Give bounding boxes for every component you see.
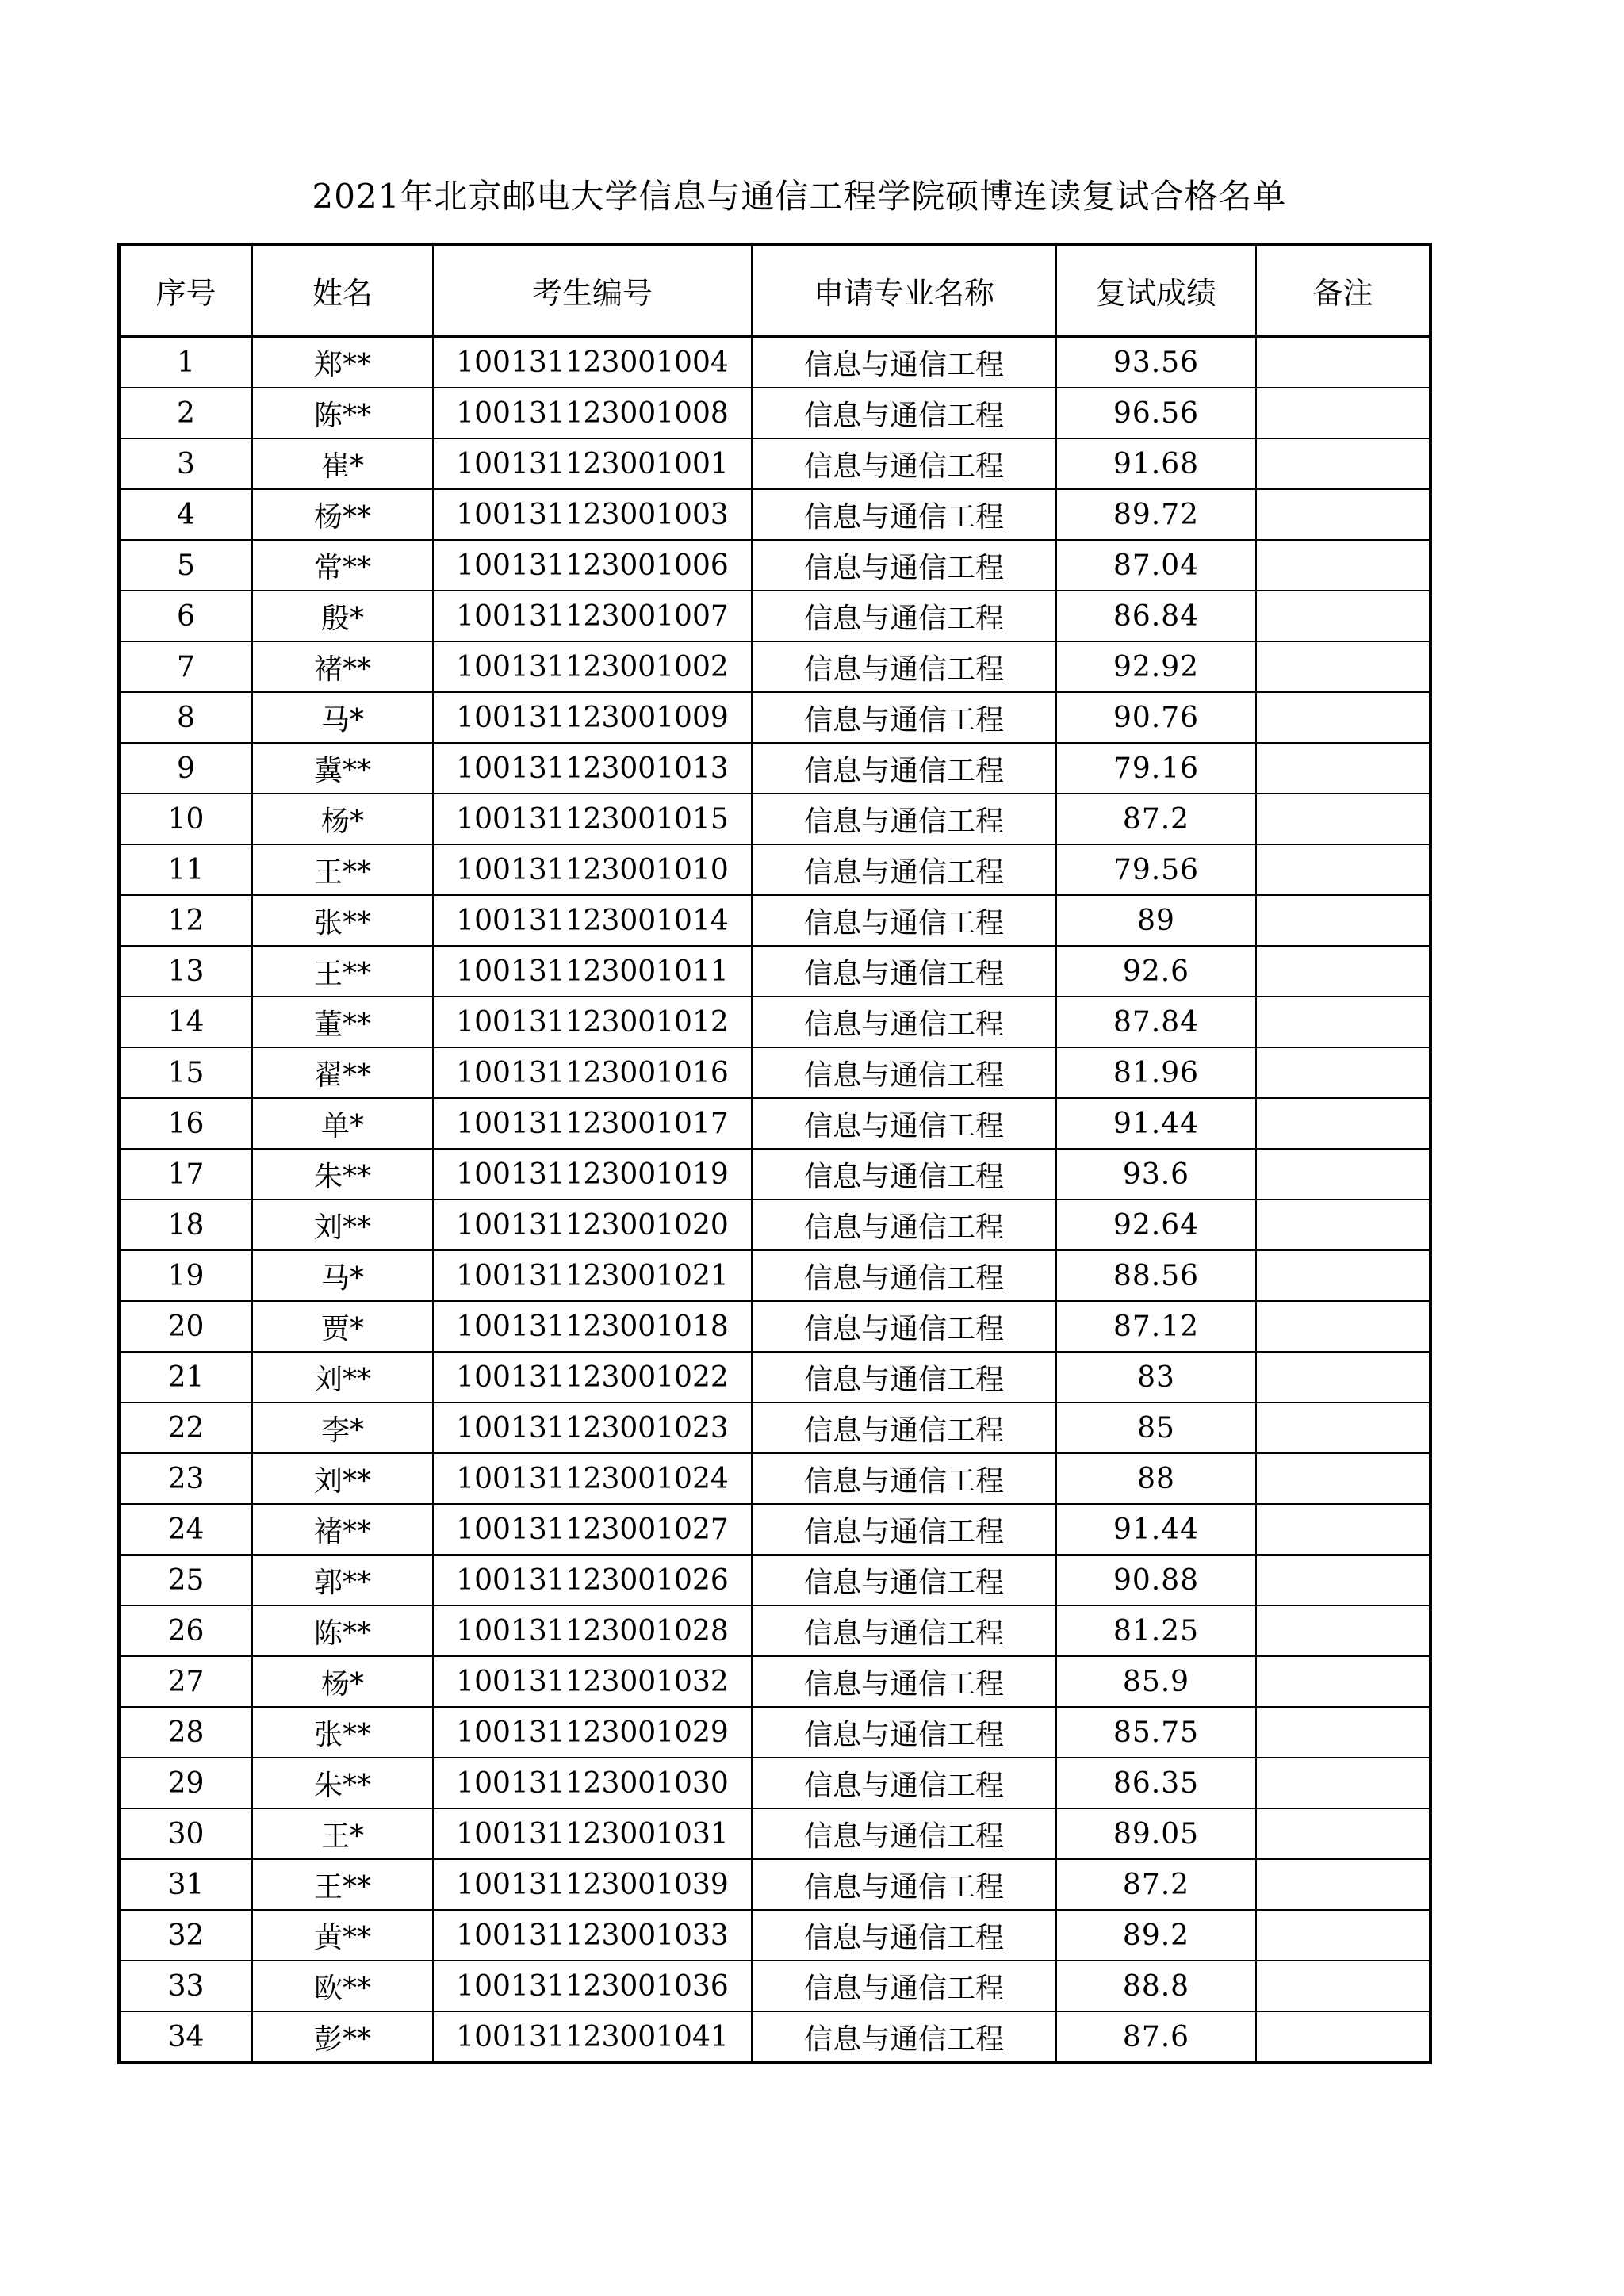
cell-score: 88.56 (1056, 1250, 1256, 1301)
cell-major: 信息与通信工程 (752, 895, 1056, 946)
cell-score: 85.9 (1056, 1656, 1256, 1707)
table-row (119, 1402, 1431, 1453)
cell-major: 信息与通信工程 (752, 1758, 1056, 1808)
cell-candidate-id: 100131123001009 (433, 692, 752, 743)
cell-remark (1256, 895, 1431, 946)
cell-major: 信息与通信工程 (752, 1453, 1056, 1504)
table-row (119, 1453, 1431, 1504)
column-header-score: 复试成绩 (1056, 244, 1256, 336)
cell-remark (1256, 794, 1431, 844)
table-row (119, 1200, 1431, 1250)
cell-major: 信息与通信工程 (752, 1859, 1056, 1910)
cell-score: 85 (1056, 1402, 1256, 1453)
table-row (119, 1656, 1431, 1707)
cell-major: 信息与通信工程 (752, 1301, 1056, 1352)
table-row (119, 540, 1431, 591)
table-row (119, 1352, 1431, 1402)
cell-name: 王* (252, 1808, 433, 1859)
cell-major: 信息与通信工程 (752, 1707, 1056, 1758)
cell-index: 19 (119, 1250, 252, 1301)
cell-remark (1256, 1453, 1431, 1504)
table-row (119, 336, 1431, 388)
cell-score: 89.2 (1056, 1910, 1256, 1961)
cell-remark (1256, 1402, 1431, 1453)
cell-score: 91.68 (1056, 438, 1256, 489)
cell-remark (1256, 844, 1431, 895)
cell-score: 87.04 (1056, 540, 1256, 591)
cell-candidate-id: 100131123001015 (433, 794, 752, 844)
cell-index: 33 (119, 1961, 252, 2011)
cell-candidate-id: 100131123001028 (433, 1605, 752, 1656)
cell-remark (1256, 1707, 1431, 1758)
cell-name: 冀** (252, 743, 433, 794)
cell-score: 92.64 (1056, 1200, 1256, 1250)
table-row (119, 1808, 1431, 1859)
cell-remark (1256, 438, 1431, 489)
cell-score: 89.05 (1056, 1808, 1256, 1859)
table-row (119, 1504, 1431, 1555)
cell-remark (1256, 1301, 1431, 1352)
cell-candidate-id: 100131123001031 (433, 1808, 752, 1859)
cell-index: 20 (119, 1301, 252, 1352)
table-row (119, 591, 1431, 641)
cell-score: 86.84 (1056, 591, 1256, 641)
cell-name: 殷* (252, 591, 433, 641)
cell-major: 信息与通信工程 (752, 591, 1056, 641)
cell-remark (1256, 997, 1431, 1047)
cell-index: 14 (119, 997, 252, 1047)
cell-major: 信息与通信工程 (752, 388, 1056, 438)
cell-candidate-id: 100131123001030 (433, 1758, 752, 1808)
admission-list-table (117, 243, 1432, 2064)
cell-score: 90.88 (1056, 1555, 1256, 1605)
cell-name: 彭** (252, 2011, 433, 2063)
cell-remark (1256, 489, 1431, 540)
cell-name: 翟** (252, 1047, 433, 1098)
cell-remark (1256, 1808, 1431, 1859)
cell-score: 88.8 (1056, 1961, 1256, 2011)
table-row (119, 1149, 1431, 1200)
cell-index: 16 (119, 1098, 252, 1149)
cell-score: 81.96 (1056, 1047, 1256, 1098)
cell-remark (1256, 1605, 1431, 1656)
cell-candidate-id: 100131123001003 (433, 489, 752, 540)
cell-score: 96.56 (1056, 388, 1256, 438)
cell-candidate-id: 100131123001024 (433, 1453, 752, 1504)
cell-index: 4 (119, 489, 252, 540)
cell-major: 信息与通信工程 (752, 1402, 1056, 1453)
cell-name: 褚** (252, 1504, 433, 1555)
cell-candidate-id: 100131123001006 (433, 540, 752, 591)
cell-index: 9 (119, 743, 252, 794)
cell-name: 郑** (252, 336, 433, 388)
cell-name: 杨* (252, 794, 433, 844)
cell-remark (1256, 2011, 1431, 2063)
cell-score: 87.12 (1056, 1301, 1256, 1352)
table-row (119, 1758, 1431, 1808)
cell-score: 92.92 (1056, 641, 1256, 692)
cell-index: 2 (119, 388, 252, 438)
cell-index: 12 (119, 895, 252, 946)
cell-major: 信息与通信工程 (752, 1656, 1056, 1707)
cell-major: 信息与通信工程 (752, 489, 1056, 540)
cell-candidate-id: 100131123001041 (433, 2011, 752, 2063)
cell-major: 信息与通信工程 (752, 2011, 1056, 2063)
cell-major: 信息与通信工程 (752, 1250, 1056, 1301)
table-row (119, 1555, 1431, 1605)
cell-major: 信息与通信工程 (752, 946, 1056, 997)
cell-index: 3 (119, 438, 252, 489)
table-row (119, 2011, 1431, 2063)
cell-remark (1256, 641, 1431, 692)
cell-index: 27 (119, 1656, 252, 1707)
cell-index: 26 (119, 1605, 252, 1656)
cell-score: 90.76 (1056, 692, 1256, 743)
cell-candidate-id: 100131123001020 (433, 1200, 752, 1250)
cell-score: 93.6 (1056, 1149, 1256, 1200)
cell-candidate-id: 100131123001039 (433, 1859, 752, 1910)
cell-major: 信息与通信工程 (752, 540, 1056, 591)
cell-major: 信息与通信工程 (752, 641, 1056, 692)
cell-major: 信息与通信工程 (752, 1149, 1056, 1200)
table-row (119, 794, 1431, 844)
cell-major: 信息与通信工程 (752, 438, 1056, 489)
cell-score: 89.72 (1056, 489, 1256, 540)
cell-candidate-id: 100131123001016 (433, 1047, 752, 1098)
cell-name: 欧** (252, 1961, 433, 2011)
cell-index: 25 (119, 1555, 252, 1605)
cell-candidate-id: 100131123001019 (433, 1149, 752, 1200)
table-row (119, 895, 1431, 946)
cell-remark (1256, 1504, 1431, 1555)
table-row (119, 388, 1431, 438)
cell-index: 23 (119, 1453, 252, 1504)
cell-score: 87.2 (1056, 1859, 1256, 1910)
cell-index: 29 (119, 1758, 252, 1808)
column-header-major: 申请专业名称 (752, 244, 1056, 336)
cell-score: 81.25 (1056, 1605, 1256, 1656)
cell-major: 信息与通信工程 (752, 1200, 1056, 1250)
cell-index: 34 (119, 2011, 252, 2063)
cell-remark (1256, 1098, 1431, 1149)
table-row (119, 489, 1431, 540)
cell-score: 91.44 (1056, 1504, 1256, 1555)
cell-score: 87.84 (1056, 997, 1256, 1047)
cell-score: 87.6 (1056, 2011, 1256, 2063)
cell-remark (1256, 1200, 1431, 1250)
cell-remark (1256, 743, 1431, 794)
cell-name: 董** (252, 997, 433, 1047)
cell-name: 张** (252, 1707, 433, 1758)
cell-name: 朱** (252, 1149, 433, 1200)
cell-candidate-id: 100131123001033 (433, 1910, 752, 1961)
cell-name: 王** (252, 1859, 433, 1910)
table-row (119, 844, 1431, 895)
cell-remark (1256, 1047, 1431, 1098)
cell-candidate-id: 100131123001021 (433, 1250, 752, 1301)
table-row (119, 1707, 1431, 1758)
cell-name: 朱** (252, 1758, 433, 1808)
cell-remark (1256, 1758, 1431, 1808)
column-header-index: 序号 (119, 244, 252, 336)
cell-candidate-id: 100131123001007 (433, 591, 752, 641)
cell-name: 杨** (252, 489, 433, 540)
cell-index: 7 (119, 641, 252, 692)
cell-remark (1256, 1910, 1431, 1961)
cell-name: 常** (252, 540, 433, 591)
cell-major: 信息与通信工程 (752, 1047, 1056, 1098)
cell-candidate-id: 100131123001027 (433, 1504, 752, 1555)
cell-remark (1256, 336, 1431, 388)
cell-major: 信息与通信工程 (752, 1910, 1056, 1961)
cell-score: 89 (1056, 895, 1256, 946)
cell-name: 贾* (252, 1301, 433, 1352)
cell-major: 信息与通信工程 (752, 336, 1056, 388)
column-header-remark: 备注 (1256, 244, 1431, 336)
cell-remark (1256, 1250, 1431, 1301)
cell-index: 8 (119, 692, 252, 743)
cell-index: 30 (119, 1808, 252, 1859)
table-row (119, 438, 1431, 489)
cell-remark (1256, 1656, 1431, 1707)
cell-index: 18 (119, 1200, 252, 1250)
cell-name: 张** (252, 895, 433, 946)
cell-index: 22 (119, 1402, 252, 1453)
cell-major: 信息与通信工程 (752, 844, 1056, 895)
cell-index: 1 (119, 336, 252, 388)
table-row (119, 641, 1431, 692)
cell-name: 刘** (252, 1453, 433, 1504)
cell-major: 信息与通信工程 (752, 692, 1056, 743)
table-row (119, 1605, 1431, 1656)
cell-score: 83 (1056, 1352, 1256, 1402)
cell-name: 陈** (252, 1605, 433, 1656)
table-row (119, 1250, 1431, 1301)
cell-remark (1256, 388, 1431, 438)
cell-remark (1256, 591, 1431, 641)
cell-major: 信息与通信工程 (752, 1352, 1056, 1402)
table-row (119, 692, 1431, 743)
table-row (119, 1047, 1431, 1098)
cell-name: 刘** (252, 1200, 433, 1250)
cell-index: 15 (119, 1047, 252, 1098)
table-header-row (119, 244, 1431, 336)
cell-score: 87.2 (1056, 794, 1256, 844)
cell-name: 马* (252, 692, 433, 743)
cell-name: 崔* (252, 438, 433, 489)
cell-candidate-id: 100131123001010 (433, 844, 752, 895)
table-row (119, 1098, 1431, 1149)
cell-candidate-id: 100131123001001 (433, 438, 752, 489)
cell-name: 陈** (252, 388, 433, 438)
cell-remark (1256, 1961, 1431, 2011)
cell-candidate-id: 100131123001032 (433, 1656, 752, 1707)
table-body (119, 336, 1431, 2063)
cell-index: 11 (119, 844, 252, 895)
cell-candidate-id: 100131123001013 (433, 743, 752, 794)
cell-major: 信息与通信工程 (752, 1098, 1056, 1149)
cell-index: 17 (119, 1149, 252, 1200)
cell-candidate-id: 100131123001018 (433, 1301, 752, 1352)
cell-candidate-id: 100131123001011 (433, 946, 752, 997)
cell-candidate-id: 100131123001036 (433, 1961, 752, 2011)
cell-index: 5 (119, 540, 252, 591)
cell-index: 31 (119, 1859, 252, 1910)
cell-index: 13 (119, 946, 252, 997)
cell-score: 79.16 (1056, 743, 1256, 794)
table-row (119, 997, 1431, 1047)
cell-score: 79.56 (1056, 844, 1256, 895)
cell-candidate-id: 100131123001022 (433, 1352, 752, 1402)
cell-name: 李* (252, 1402, 433, 1453)
cell-score: 92.6 (1056, 946, 1256, 997)
cell-index: 21 (119, 1352, 252, 1402)
cell-name: 郭** (252, 1555, 433, 1605)
table-row (119, 743, 1431, 794)
cell-candidate-id: 100131123001017 (433, 1098, 752, 1149)
column-header-name: 姓名 (252, 244, 433, 336)
cell-index: 6 (119, 591, 252, 641)
cell-name: 黄** (252, 1910, 433, 1961)
cell-candidate-id: 100131123001026 (433, 1555, 752, 1605)
cell-remark (1256, 946, 1431, 997)
cell-name: 刘** (252, 1352, 433, 1402)
cell-remark (1256, 1555, 1431, 1605)
cell-index: 24 (119, 1504, 252, 1555)
cell-remark (1256, 692, 1431, 743)
cell-candidate-id: 100131123001029 (433, 1707, 752, 1758)
cell-major: 信息与通信工程 (752, 997, 1056, 1047)
cell-score: 86.35 (1056, 1758, 1256, 1808)
cell-major: 信息与通信工程 (752, 1555, 1056, 1605)
cell-remark (1256, 1149, 1431, 1200)
cell-name: 王** (252, 844, 433, 895)
cell-remark (1256, 1352, 1431, 1402)
cell-name: 单* (252, 1098, 433, 1149)
cell-index: 10 (119, 794, 252, 844)
cell-score: 91.44 (1056, 1098, 1256, 1149)
cell-candidate-id: 100131123001002 (433, 641, 752, 692)
cell-major: 信息与通信工程 (752, 1605, 1056, 1656)
table-row (119, 946, 1431, 997)
cell-candidate-id: 100131123001023 (433, 1402, 752, 1453)
cell-name: 褚** (252, 641, 433, 692)
cell-candidate-id: 100131123001008 (433, 388, 752, 438)
cell-score: 88 (1056, 1453, 1256, 1504)
cell-candidate-id: 100131123001012 (433, 997, 752, 1047)
cell-major: 信息与通信工程 (752, 743, 1056, 794)
cell-name: 王** (252, 946, 433, 997)
cell-name: 杨* (252, 1656, 433, 1707)
cell-remark (1256, 1859, 1431, 1910)
cell-major: 信息与通信工程 (752, 794, 1056, 844)
cell-score: 85.75 (1056, 1707, 1256, 1758)
cell-candidate-id: 100131123001004 (433, 336, 752, 388)
cell-index: 28 (119, 1707, 252, 1758)
cell-major: 信息与通信工程 (752, 1961, 1056, 2011)
cell-index: 32 (119, 1910, 252, 1961)
cell-name: 马* (252, 1250, 433, 1301)
cell-remark (1256, 540, 1431, 591)
table-row (119, 1301, 1431, 1352)
cell-score: 93.56 (1056, 336, 1256, 388)
column-header-candidate-id: 考生编号 (433, 244, 752, 336)
table-row (119, 1961, 1431, 2011)
cell-major: 信息与通信工程 (752, 1504, 1056, 1555)
cell-major: 信息与通信工程 (752, 1808, 1056, 1859)
cell-candidate-id: 100131123001014 (433, 895, 752, 946)
page-title: 2021年北京邮电大学信息与通信工程学院硕博连读复试合格名单 (312, 177, 1287, 216)
table-row (119, 1859, 1431, 1910)
table-row (119, 1910, 1431, 1961)
